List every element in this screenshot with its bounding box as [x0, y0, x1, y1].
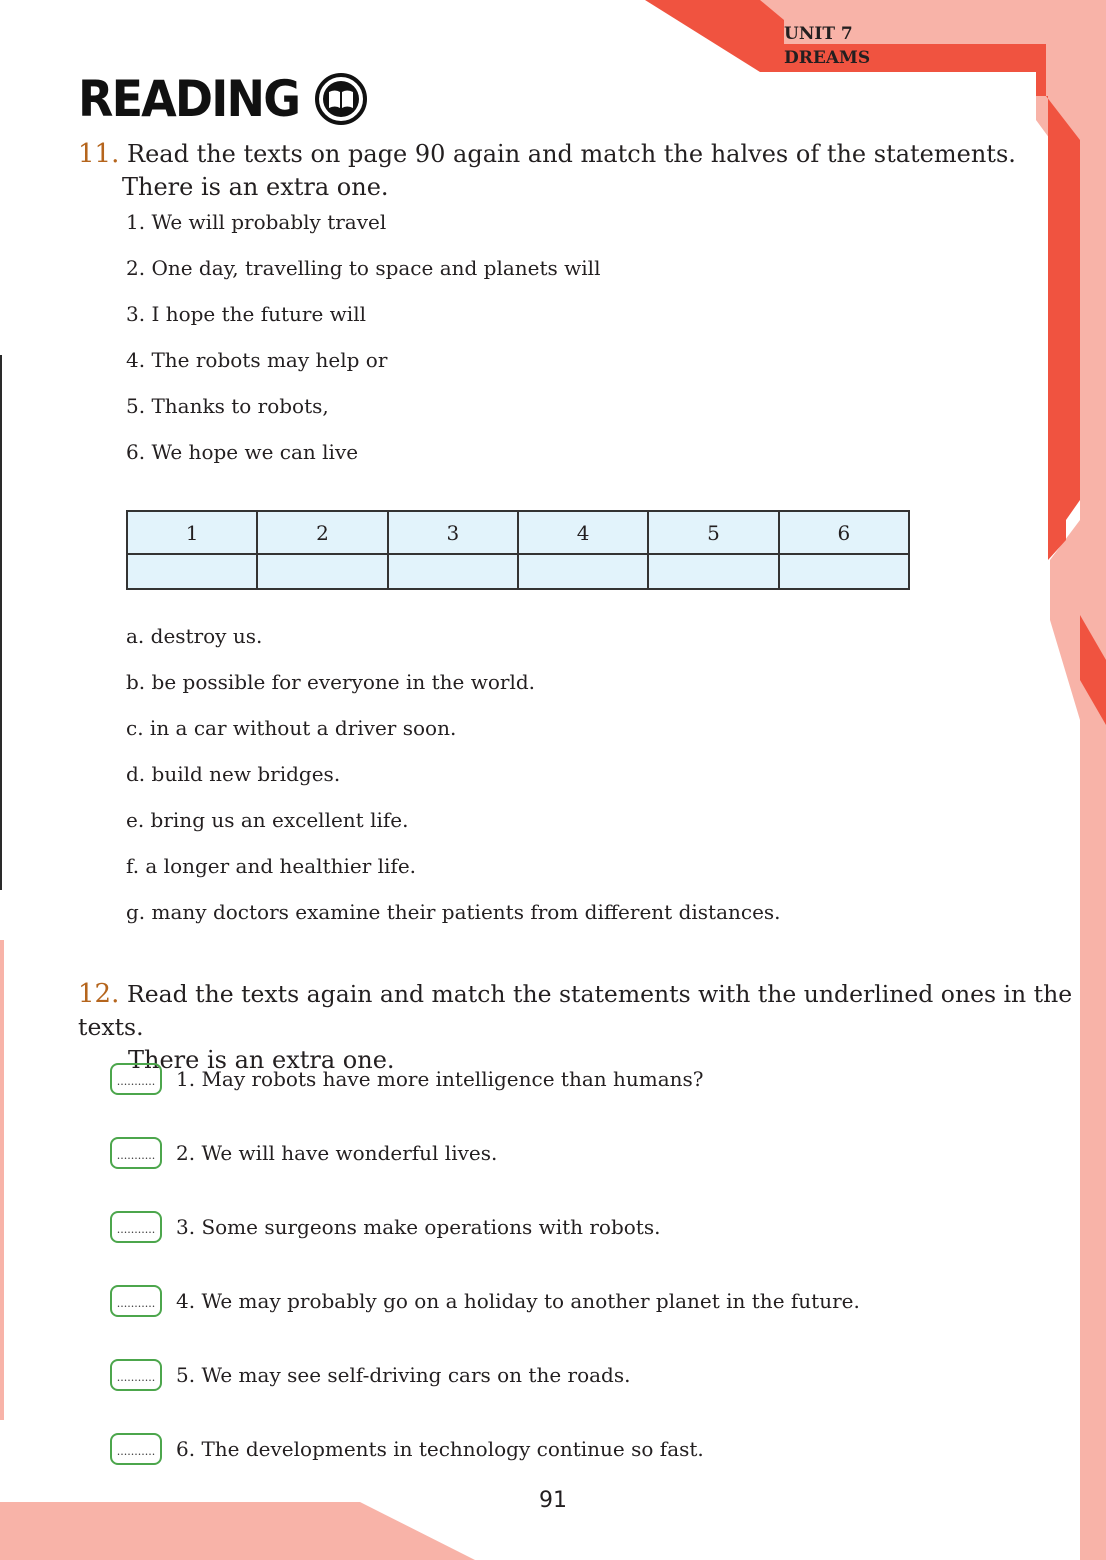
match-row-1: [110, 1063, 704, 1095]
statement-3: 3. I hope the future will: [126, 302, 366, 326]
question-11: [78, 138, 1016, 204]
unit-label: [784, 22, 870, 70]
section-title: READING: [78, 70, 300, 128]
statement-2: 2. One day, travelling to space and planets will: [126, 256, 601, 280]
option-a: a. destroy us.: [126, 624, 263, 648]
statement-4: 4. The robots may help or: [126, 348, 388, 372]
match-statement-5: 5. We may see self-driving cars on the roads.: [176, 1363, 631, 1387]
red-side-strip: [1036, 72, 1080, 560]
unit-number: UNIT 7: [784, 24, 853, 44]
answer-table-header: 3: [388, 511, 518, 554]
option-f: f. a longer and healthier life.: [126, 854, 417, 878]
pink-left-edge: [0, 940, 4, 1420]
statement-6: 6. We hope we can live: [126, 440, 359, 464]
answer-cell-3[interactable]: [388, 554, 518, 589]
answer-blank-4[interactable]: ...........: [110, 1285, 162, 1317]
answer-cell-5[interactable]: [648, 554, 778, 589]
answer-table-header-row: [127, 511, 909, 554]
page-number: 91: [539, 1488, 567, 1513]
option-g: g. many doctors examine their patients from different distances.: [126, 900, 781, 924]
answer-blank-6[interactable]: ...........: [110, 1433, 162, 1465]
match-statement-1: 1. May robots have more intelligence than humans?: [176, 1067, 704, 1091]
answer-table-header: 5: [648, 511, 778, 554]
answer-blank-2[interactable]: ...........: [110, 1137, 162, 1169]
match-row-3: [110, 1211, 660, 1243]
option-d: d. build new bridges.: [126, 762, 341, 786]
question-11-instruction: Read the texts on page 90 again and match the halves of the statements.: [127, 140, 1016, 168]
match-statement-4: 4. We may probably go on a holiday to another planet in the future.: [176, 1289, 860, 1313]
book-icon: [314, 72, 368, 126]
match-row-4: [110, 1285, 860, 1317]
answer-blank-5[interactable]: ...........: [110, 1359, 162, 1391]
answer-blank-3[interactable]: ...........: [110, 1211, 162, 1243]
answer-cell-4[interactable]: [518, 554, 648, 589]
question-11-instruction-2: There is an extra one.: [122, 173, 389, 201]
option-c: c. in a car without a driver soon.: [126, 716, 457, 740]
answer-blank-1[interactable]: ...........: [110, 1063, 162, 1095]
section-heading: [78, 70, 368, 128]
option-b: b. be possible for everyone in the world.: [126, 670, 536, 694]
answer-cell-2[interactable]: [257, 554, 387, 589]
unit-topic: DREAMS: [784, 48, 871, 68]
question-12-number: 12.: [78, 979, 120, 1009]
match-row-5: [110, 1359, 630, 1391]
answer-table: [126, 510, 910, 590]
answer-cell-1[interactable]: [127, 554, 257, 589]
question-12-instruction: Read the texts again and match the statements with the underlined ones in the texts.: [78, 980, 1073, 1041]
statement-5: 5. Thanks to robots,: [126, 394, 329, 418]
match-statement-6: 6. The developments in technology continue so fast.: [176, 1437, 704, 1461]
answer-table-header: 6: [779, 511, 909, 554]
match-statement-3: 3. Some surgeons make operations with robots.: [176, 1215, 661, 1239]
answer-cell-6[interactable]: [779, 554, 909, 589]
red-diagonal: [645, 0, 784, 72]
statement-1: 1. We will probably travel: [126, 210, 387, 234]
question-12-instruction-2: There is an extra one.: [128, 1046, 395, 1074]
match-row-6: [110, 1433, 704, 1465]
match-row-2: [110, 1137, 497, 1169]
answer-table-header: 2: [257, 511, 387, 554]
option-e: e. bring us an excellent life.: [126, 808, 409, 832]
answer-table-answer-row: [127, 554, 909, 589]
question-11-number: 11.: [78, 139, 120, 169]
answer-table-header: 1: [127, 511, 257, 554]
answer-table-header: 4: [518, 511, 648, 554]
match-statement-2: 2. We will have wonderful lives.: [176, 1141, 498, 1165]
